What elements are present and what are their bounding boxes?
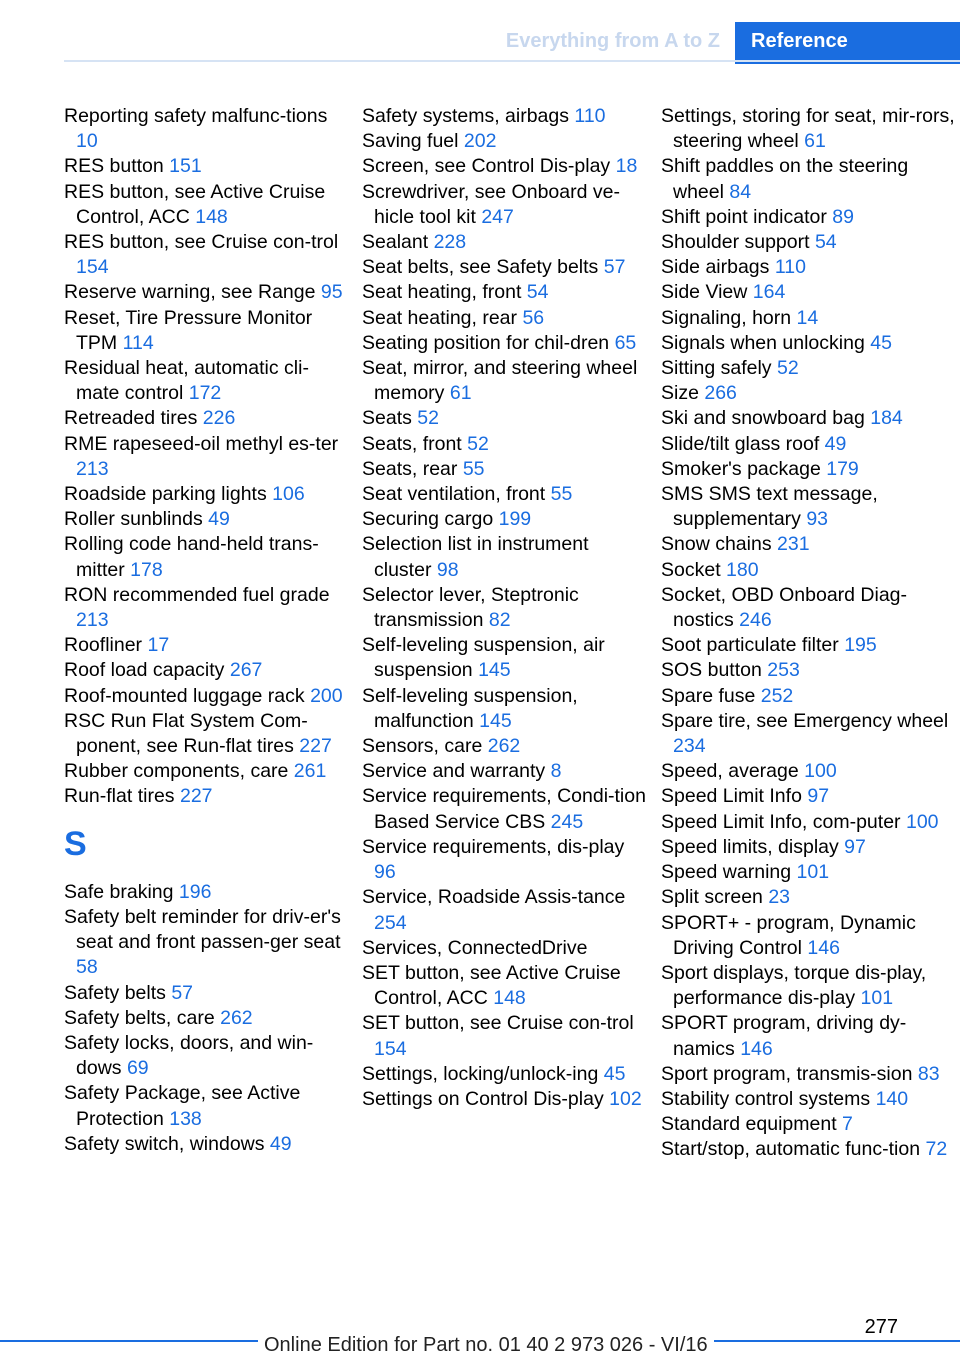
index-page-link[interactable]: 58 (76, 956, 98, 979)
index-entry (661, 633, 956, 658)
index-entry (661, 583, 956, 633)
index-page-link[interactable]: 200 (310, 684, 343, 707)
index-entry (661, 154, 956, 204)
index-entry (64, 684, 349, 709)
index-entry-text: Socket (661, 558, 721, 581)
index-entry-text: Shift point indicator (661, 205, 827, 228)
index-entry (362, 633, 647, 683)
index-entry-text: Screen, see Control Dis-play (362, 155, 611, 178)
index-entry-text: SOS button (661, 659, 762, 682)
index-page-link[interactable]: 234 (673, 735, 706, 758)
index-column-1 (64, 104, 349, 1157)
index-entry (362, 104, 647, 129)
index-column-3 (661, 104, 956, 1163)
index-page-link[interactable]: 114 (122, 331, 154, 354)
index-entry-text: Split screen (661, 886, 763, 909)
index-page-link[interactable]: 227 (299, 735, 332, 758)
index-page-link[interactable]: 179 (826, 457, 859, 480)
index-entry-text: Shift paddles on the steering wheel (661, 155, 909, 203)
index-entry-text: Service requirements, Condi-tion Based Service CBS (362, 785, 646, 833)
index-entry-text: Socket, OBD Onboard Diag-nostics (661, 583, 908, 632)
index-page-link[interactable]: 140 (875, 1087, 909, 1110)
index-entry (362, 759, 647, 784)
index-entry-text: RON recommended fuel grade (64, 583, 330, 606)
index-entry (661, 532, 956, 557)
index-entry-text: Reserve warning, see Range (64, 281, 316, 304)
index-entry (661, 684, 956, 709)
index-entry-text: Stability control systems (661, 1087, 871, 1110)
footer-edition: Online Edition for Part no. 01 40 2 973 026 - VI/16 (258, 1334, 714, 1357)
index-entry-text: Signaling, horn (661, 306, 792, 329)
index-entry (362, 280, 647, 305)
index-entry-text: Seats, rear (362, 457, 458, 480)
index-entry-text: Side airbags (661, 256, 770, 279)
index-entry-text: Roof-mounted luggage rack (64, 684, 305, 707)
index-entry (661, 457, 956, 482)
index-page-link[interactable]: 101 (796, 861, 830, 884)
index-page-link[interactable]: 69 (126, 1057, 149, 1080)
index-entry (362, 532, 647, 582)
index-entry-text: Self-leveling suspension, air suspension (362, 634, 605, 682)
index-entry (661, 658, 956, 683)
index-page-link[interactable]: 267 (229, 659, 263, 682)
index-entry-text: Service requirements, dis-play (362, 835, 625, 858)
index-entry-text: Roof load capacity (64, 659, 225, 682)
index-entry (362, 331, 647, 356)
index-entry-text: Seat heating, front (362, 281, 522, 304)
index-page-link[interactable]: 23 (768, 886, 791, 909)
index-entry (64, 1031, 349, 1081)
index-page-link[interactable]: 52 (776, 357, 799, 380)
index-entry-text: Soot particulate filter (661, 634, 839, 657)
index-entry (362, 1062, 647, 1087)
index-entry-text: Sealant (362, 231, 429, 254)
index-entry-text: Signals when unlocking (661, 331, 865, 354)
index-page-link[interactable]: 247 (481, 205, 514, 228)
index-entry (661, 255, 956, 280)
index-page-link[interactable]: 199 (498, 508, 532, 531)
index-entry (661, 205, 956, 230)
index-page-link[interactable]: 97 (807, 785, 830, 808)
index-entry-text: Safe braking (64, 880, 174, 903)
index-entry-text: Rubber components, care (64, 760, 289, 783)
index-entry (64, 1132, 349, 1157)
index-entry-text: Screwdriver, see Onboard ve-hicle tool kit (362, 180, 620, 228)
index-page-link[interactable]: 98 (436, 558, 459, 581)
index-entry-text: Selection list in instrument cluster (362, 533, 589, 581)
index-page-link[interactable]: 246 (739, 609, 772, 632)
index-page-link[interactable]: 49 (208, 508, 230, 531)
index-entry (362, 507, 647, 532)
index-entry (64, 981, 349, 1006)
index-page-link[interactable]: 57 (603, 256, 626, 279)
index-page-link[interactable]: 18 (615, 155, 638, 178)
index-entry-text: Smoker's package (661, 457, 821, 480)
index-entry-text: Start/stop, automatic func-tion (661, 1138, 921, 1161)
index-entry-text: SET button, see Active Cruise Control, ACC (362, 961, 621, 1010)
index-page-link[interactable]: 178 (130, 558, 163, 581)
index-entry (362, 306, 647, 331)
index-page-link[interactable]: 100 (804, 760, 837, 783)
index-entry-text: Safety belts, care (64, 1006, 215, 1029)
index-entry (64, 583, 349, 633)
index-page-link[interactable]: 195 (844, 634, 877, 657)
index-entry (64, 905, 349, 981)
index-entry-text: Slide/tilt glass roof (661, 432, 820, 455)
index-entry-text: Seat heating, rear (362, 306, 518, 329)
index-page-link[interactable]: 56 (522, 306, 545, 329)
index-entry (661, 406, 956, 431)
index-page-link[interactable]: 245 (550, 810, 584, 833)
index-entry (362, 230, 647, 255)
index-entry (661, 784, 956, 809)
index-entry (64, 154, 349, 179)
index-entry (661, 759, 956, 784)
index-entry (661, 885, 956, 910)
index-entry-text: Sport program, transmis-sion (661, 1062, 913, 1085)
index-entry (362, 835, 647, 885)
index-page-link[interactable]: 151 (169, 155, 202, 178)
index-entry (661, 230, 956, 255)
index-entry-text: SET button, see Cruise con-trol (362, 1012, 634, 1035)
index-page-link[interactable]: 54 (814, 231, 837, 254)
index-page-link[interactable]: 213 (76, 457, 109, 480)
index-entry-text: Settings on Control Dis-play (362, 1087, 604, 1110)
index-entry (661, 911, 956, 961)
index-entry (64, 104, 349, 154)
index-entry-text: Safety locks, doors, and win-dows (64, 1031, 314, 1080)
index-page-link[interactable]: 110 (574, 105, 606, 127)
index-entry (661, 280, 956, 305)
section-letter: S (64, 824, 87, 863)
index-entry (64, 280, 349, 305)
index-page-link[interactable]: 148 (493, 987, 526, 1010)
index-entry (362, 784, 647, 834)
index-page-link[interactable]: 49 (269, 1132, 292, 1155)
index-page-link[interactable]: 54 (526, 281, 549, 304)
index-page-link[interactable]: 17 (147, 634, 170, 657)
index-entry-text: RES button, see Cruise con-trol (64, 231, 339, 254)
index-entry (362, 406, 647, 431)
index-page-link[interactable]: 96 (374, 861, 396, 884)
index-entry-text: RME rapeseed-oil methyl es-ter (64, 432, 339, 455)
index-entry (661, 860, 956, 885)
index-entry-text: Safety systems, airbags (362, 105, 569, 127)
index-entry (661, 381, 956, 406)
index-column-2 (362, 104, 647, 1112)
index-page-link[interactable]: 82 (488, 609, 511, 632)
index-page-link[interactable]: 95 (320, 281, 343, 304)
index-entry-text: Retreaded tires (64, 407, 198, 430)
header-rule (64, 60, 960, 62)
index-entry (661, 961, 956, 1011)
index-entry-text: Seats (362, 407, 412, 430)
index-entry-text: Residual heat, automatic cli-mate control (64, 357, 309, 405)
index-page-link[interactable]: 213 (76, 609, 109, 632)
index-entry (64, 633, 349, 658)
index-page-link[interactable]: 55 (550, 483, 573, 506)
index-entry-text: Sensors, care (362, 735, 483, 758)
index-entry (362, 1087, 647, 1112)
index-entry-text: Roofliner (64, 634, 143, 657)
index-entry (661, 835, 956, 860)
index-page-link[interactable]: 93 (806, 508, 829, 531)
index-page-link[interactable]: 10 (76, 130, 98, 153)
index-entry (64, 432, 349, 482)
index-page-link[interactable]: 55 (462, 457, 485, 480)
index-page-link[interactable]: 154 (76, 256, 109, 279)
index-entry-text: Side View (661, 281, 748, 304)
index-page-link[interactable]: 231 (777, 533, 810, 556)
index-page-link[interactable]: 196 (178, 880, 212, 903)
index-page-link[interactable]: 261 (293, 760, 327, 783)
index-entry (64, 180, 349, 230)
index-entry-text: Settings, storing for seat, mir-rors, steering wheel (661, 105, 955, 153)
index-entry (661, 1112, 956, 1137)
index-page-link[interactable]: 145 (479, 709, 512, 732)
index-entry (661, 432, 956, 457)
index-entry-text: Rolling code hand-held trans-mitter (64, 533, 319, 581)
index-entry-text: Reset, Tire Pressure Monitor TPM (64, 306, 313, 354)
index-entry-text: Roller sunblinds (64, 508, 203, 531)
index-page-link[interactable]: 228 (433, 231, 467, 254)
index-entry (362, 885, 647, 935)
index-page-link[interactable]: 45 (603, 1062, 626, 1085)
index-entry (661, 104, 956, 154)
index-entry (64, 1081, 349, 1131)
index-entry (661, 306, 956, 331)
header-tab-reference: Reference (735, 22, 960, 64)
index-entry-text: Shoulder support (661, 231, 810, 254)
index-page-link[interactable]: 89 (832, 205, 854, 228)
index-entry (362, 1011, 647, 1061)
index-entry (362, 936, 647, 961)
index-page-link[interactable]: 100 (905, 810, 939, 833)
index-entry-text: Spare tire, see Emergency wheel (661, 709, 949, 732)
index-entry (362, 734, 647, 759)
index-page-link[interactable]: 262 (487, 735, 521, 758)
index-entry (362, 356, 647, 406)
index-entry-text: SPORT program, driving dy-namics (661, 1012, 907, 1060)
index-page-link[interactable]: 8 (550, 760, 562, 783)
index-page-link[interactable]: 49 (824, 432, 847, 455)
index-page-link[interactable]: 61 (804, 130, 826, 153)
index-page-link[interactable]: 83 (917, 1062, 940, 1085)
index-entry-text: Seating position for chil-dren (362, 331, 610, 354)
index-entry (362, 255, 647, 280)
header-section-title: Everything from A to Z (505, 30, 720, 52)
index-entry (661, 1062, 956, 1087)
index-entry-text: Service, Roadside Assis-tance (362, 886, 626, 909)
index-entry-text: SPORT+ - program, Dynamic Driving Control (661, 911, 916, 959)
index-page-link[interactable]: 45 (870, 331, 892, 354)
index-page-link[interactable]: 7 (842, 1113, 853, 1136)
index-entry-text: RES button (64, 155, 164, 178)
index-entry (661, 1087, 956, 1112)
index-entry-text: RES button, see Active Cruise Control, ACC (64, 180, 326, 228)
index-page-link[interactable]: 84 (729, 180, 752, 203)
index-page-link[interactable]: 154 (374, 1037, 407, 1060)
index-page-link[interactable]: 52 (467, 432, 489, 455)
index-entry (661, 810, 956, 835)
index-entry-text: Seat ventilation, front (362, 483, 546, 506)
index-entry-text: Seat, mirror, and steering wheel memory (362, 357, 638, 405)
index-entry-text: Service and warranty (362, 760, 546, 783)
index-page-link[interactable]: 172 (188, 382, 222, 405)
index-page-link[interactable]: 202 (463, 130, 497, 153)
index-entry (64, 482, 349, 507)
index-entry (64, 230, 349, 280)
index-page-link[interactable]: 65 (614, 331, 637, 354)
index-entry (64, 784, 349, 809)
index-entry (362, 180, 647, 230)
index-entry (661, 482, 956, 532)
index-entry (661, 1137, 956, 1162)
index-entry-text: Run-flat tires (64, 785, 175, 808)
index-entry-text: Safety switch, windows (64, 1132, 265, 1155)
index-entry-text: Settings, locking/unlock-ing (362, 1062, 599, 1085)
index-entry (64, 532, 349, 582)
index-entry (661, 558, 956, 583)
index-entry-text: Sitting safely (661, 357, 772, 380)
index-entry-text: RSC Run Flat System Com-ponent, see Run-flat tires (64, 709, 308, 758)
index-entry-text: Speed limits, display (661, 835, 839, 858)
index-entry-text: Roadside parking lights (64, 483, 267, 506)
index-entry-text: Safety belt reminder for driv-er's seat and front passen-ger seat (64, 905, 341, 954)
index-page-link[interactable]: 101 (860, 987, 894, 1010)
index-page-link[interactable]: 252 (760, 684, 794, 707)
page-number: 277 (864, 1316, 898, 1338)
index-entry-text: Seats, front (362, 432, 462, 455)
index-entry-text: Services, ConnectedDrive (362, 936, 588, 959)
index-entry (64, 356, 349, 406)
index-entry-text: SMS SMS text message, supplementary (661, 483, 878, 531)
index-entry (362, 129, 647, 154)
index-entry (64, 880, 349, 905)
index-entry (362, 154, 647, 179)
index-page-link[interactable]: 253 (767, 659, 800, 682)
index-page-link[interactable]: 146 (807, 936, 840, 959)
index-entry-text: Selector lever, Steptronic transmission (362, 583, 579, 632)
index-entry-text: Standard equipment (661, 1113, 837, 1136)
index-entry-text: Speed Limit Info, com-puter (661, 810, 901, 833)
index-page-link[interactable]: 61 (449, 382, 472, 405)
index-entry (64, 759, 349, 784)
index-entry-text: Securing cargo (362, 508, 494, 531)
index-entry (362, 684, 647, 734)
index-page-link[interactable]: 52 (417, 407, 439, 430)
index-page-link[interactable]: 184 (870, 407, 903, 430)
index-entry (661, 331, 956, 356)
index-entry-text: Self-leveling suspension, malfunction (362, 684, 578, 732)
index-page-link[interactable]: 146 (740, 1037, 773, 1060)
index-page-link[interactable]: 138 (169, 1107, 202, 1130)
index-entry (362, 583, 647, 633)
index-entry-text: Seat belts, see Safety belts (362, 256, 599, 279)
index-entry (64, 709, 349, 759)
index-page-link[interactable]: 72 (925, 1138, 948, 1161)
index-page-link[interactable]: 164 (752, 281, 786, 304)
index-entry (661, 356, 956, 381)
index-entry (64, 658, 349, 683)
index-page-link[interactable]: 106 (272, 483, 305, 506)
index-page-link[interactable]: 145 (478, 659, 511, 682)
index-entry (362, 457, 647, 482)
index-entry (661, 1011, 956, 1061)
index-page-link[interactable]: 110 (774, 256, 806, 279)
index-entry-text: Sport displays, torque dis-play, performance dis-play (661, 961, 927, 1010)
index-entry-text: Size (661, 382, 699, 405)
index-entry-text: Safety belts (64, 981, 166, 1004)
index-entry-text: Saving fuel (362, 130, 459, 153)
index-entry-text: Reporting safety malfunc-tions (64, 105, 328, 127)
index-entry (64, 306, 349, 356)
index-entry (64, 406, 349, 431)
index-page-link[interactable]: 226 (202, 407, 236, 430)
index-entry (362, 432, 647, 457)
index-page-link[interactable]: 180 (726, 558, 759, 581)
index-entry (661, 709, 956, 759)
index-page-link[interactable]: 254 (374, 911, 407, 934)
index-page-link[interactable]: 266 (704, 382, 737, 405)
index-entry (64, 507, 349, 532)
index-entry-text: Speed warning (661, 861, 792, 884)
index-page-link[interactable]: 14 (796, 306, 819, 329)
index-entry (362, 482, 647, 507)
index-page-link[interactable]: 102 (609, 1087, 642, 1110)
index-entry-text: Speed, average (661, 760, 799, 783)
index-entry-text: Snow chains (661, 533, 772, 556)
index-entry (64, 1006, 349, 1031)
index-entry-text: Speed Limit Info (661, 785, 802, 808)
index-entry-text: Safety Package, see Active Protection (64, 1082, 301, 1130)
index-page-link[interactable]: 262 (220, 1006, 253, 1029)
index-entry (362, 961, 647, 1011)
index-entry-text: Spare fuse (661, 684, 756, 707)
index-entry-text: Ski and snowboard bag (661, 407, 865, 430)
index-page-link[interactable]: 97 (844, 835, 866, 858)
index-page-link[interactable]: 227 (179, 785, 213, 808)
index-page-link[interactable]: 148 (195, 205, 228, 228)
index-page-link[interactable]: 57 (171, 981, 194, 1004)
